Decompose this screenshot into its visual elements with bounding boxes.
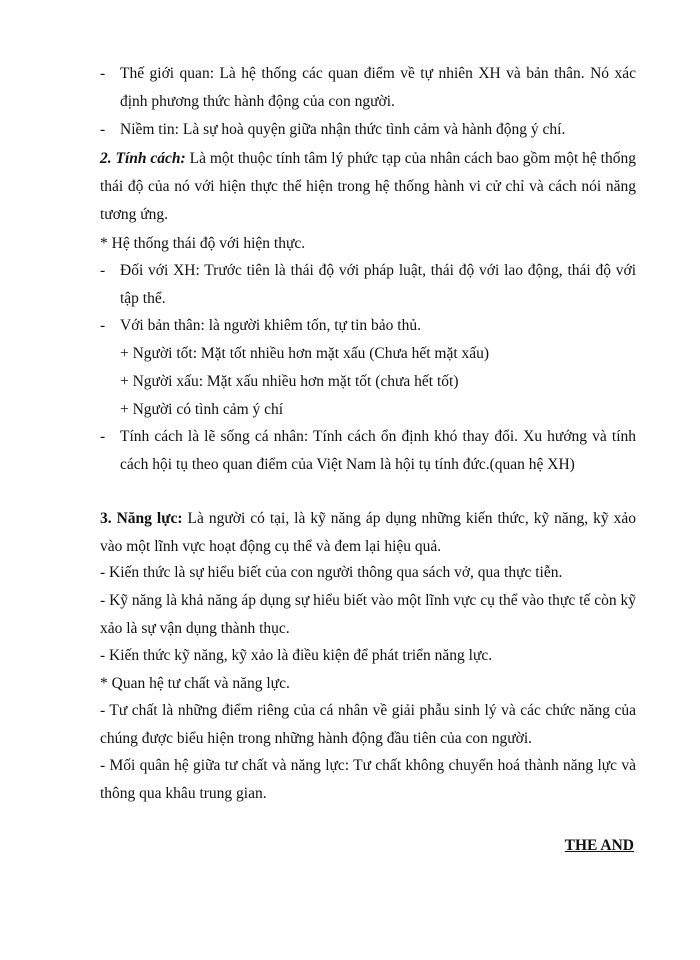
section-2-text: Là một thuộc tính tâm lý phức tạp của nhân cách bao gồm một hệ thống thái độ của nó với hiện thực thể hiện trong hệ thống hành vi cử chỉ và cách nói năng tương ứng.	[100, 150, 636, 223]
section-3-text: Là người có tại, là kỹ năng áp dụng những kiến thức, kỹ năng, kỹ xảo vào một lĩnh vực hoạt động cụ thể và đem lại hiệu quả.	[100, 510, 636, 555]
attitude-heading: * Hệ thống thái độ với hiện thực.	[100, 235, 306, 252]
section-3-heading: 3. Năng lực:	[100, 510, 183, 527]
skill-line: - Kỹ năng là khả năng áp dụng sự hiểu biết vào một lĩnh vực cụ thể vào thực tế còn kỹ xảo là sự vận dụng thành thục.	[100, 592, 636, 637]
section-2-paragraph	[100, 145, 636, 229]
aptitude-heading: * Quan hệ tư chất và năng lực.	[100, 675, 290, 692]
aptitude-definition-line: - Tư chất là những điểm riêng của cá nhân về giải phẫu sinh lý và các chức năng của chúng được biểu hiện trong những hành động đầu tiên của con người.	[100, 702, 636, 747]
the-end-label: THE AND	[564, 837, 634, 854]
aptitude-relation-line: - Mối quân hệ giữa tư chất và năng lực: Tư chất không chuyển hoá thành năng lực và thông qua khâu trung gian.	[100, 757, 636, 802]
section-3-paragraph	[100, 505, 636, 561]
section-2-heading: 2. Tính cách:	[100, 150, 186, 167]
lifestyle-paragraph: Tính cách là lẽ sống cá nhân: Tính cách ổn định khó thay đổi. Xu hướng và tính cách hội tụ theo quan điểm của Việt Nam là hội tụ tính đức.(quan hệ XH)	[120, 428, 636, 473]
sub-item-emotional-person: + Người có tình cảm ý chí	[120, 401, 284, 418]
bullet-dash: -	[100, 262, 106, 279]
condition-line: - Kiến thức kỹ năng, kỹ xảo là điều kiện để phát triển năng lực.	[100, 647, 493, 664]
bullet-dash: -	[100, 428, 106, 445]
self-attitude-paragraph: Với bản thân: là người khiêm tốn, tự tin bảo thủ.	[120, 317, 421, 334]
sub-item-good-person: + Người tốt: Mặt tốt nhiều hơn mặt xấu (Chưa hết mặt xấu)	[120, 345, 490, 362]
bullet-dash: -	[100, 65, 106, 82]
bullet-dash: -	[100, 121, 106, 138]
society-attitude-paragraph: Đối với XH: Trước tiên là thái độ với pháp luật, thái độ với lao động, thái độ với tập thể.	[120, 262, 636, 307]
worldview-paragraph: Thế giới quan: Là hệ thống các quan điểm về tự nhiên XH và bản thân. Nó xác định phương thức hành động của con người.	[120, 65, 636, 110]
knowledge-line: - Kiến thức là sự hiểu biết của con người thông qua sách vở, qua thực tiễn.	[100, 564, 563, 581]
sub-item-bad-person: + Người xấu: Mặt xấu nhiều hơn mặt tốt (chưa hết tốt)	[120, 373, 459, 390]
bullet-dash: -	[100, 317, 106, 334]
belief-paragraph: Niềm tin: Là sự hoà quyện giữa nhận thức tình cảm và hành động ý chí.	[120, 121, 566, 138]
